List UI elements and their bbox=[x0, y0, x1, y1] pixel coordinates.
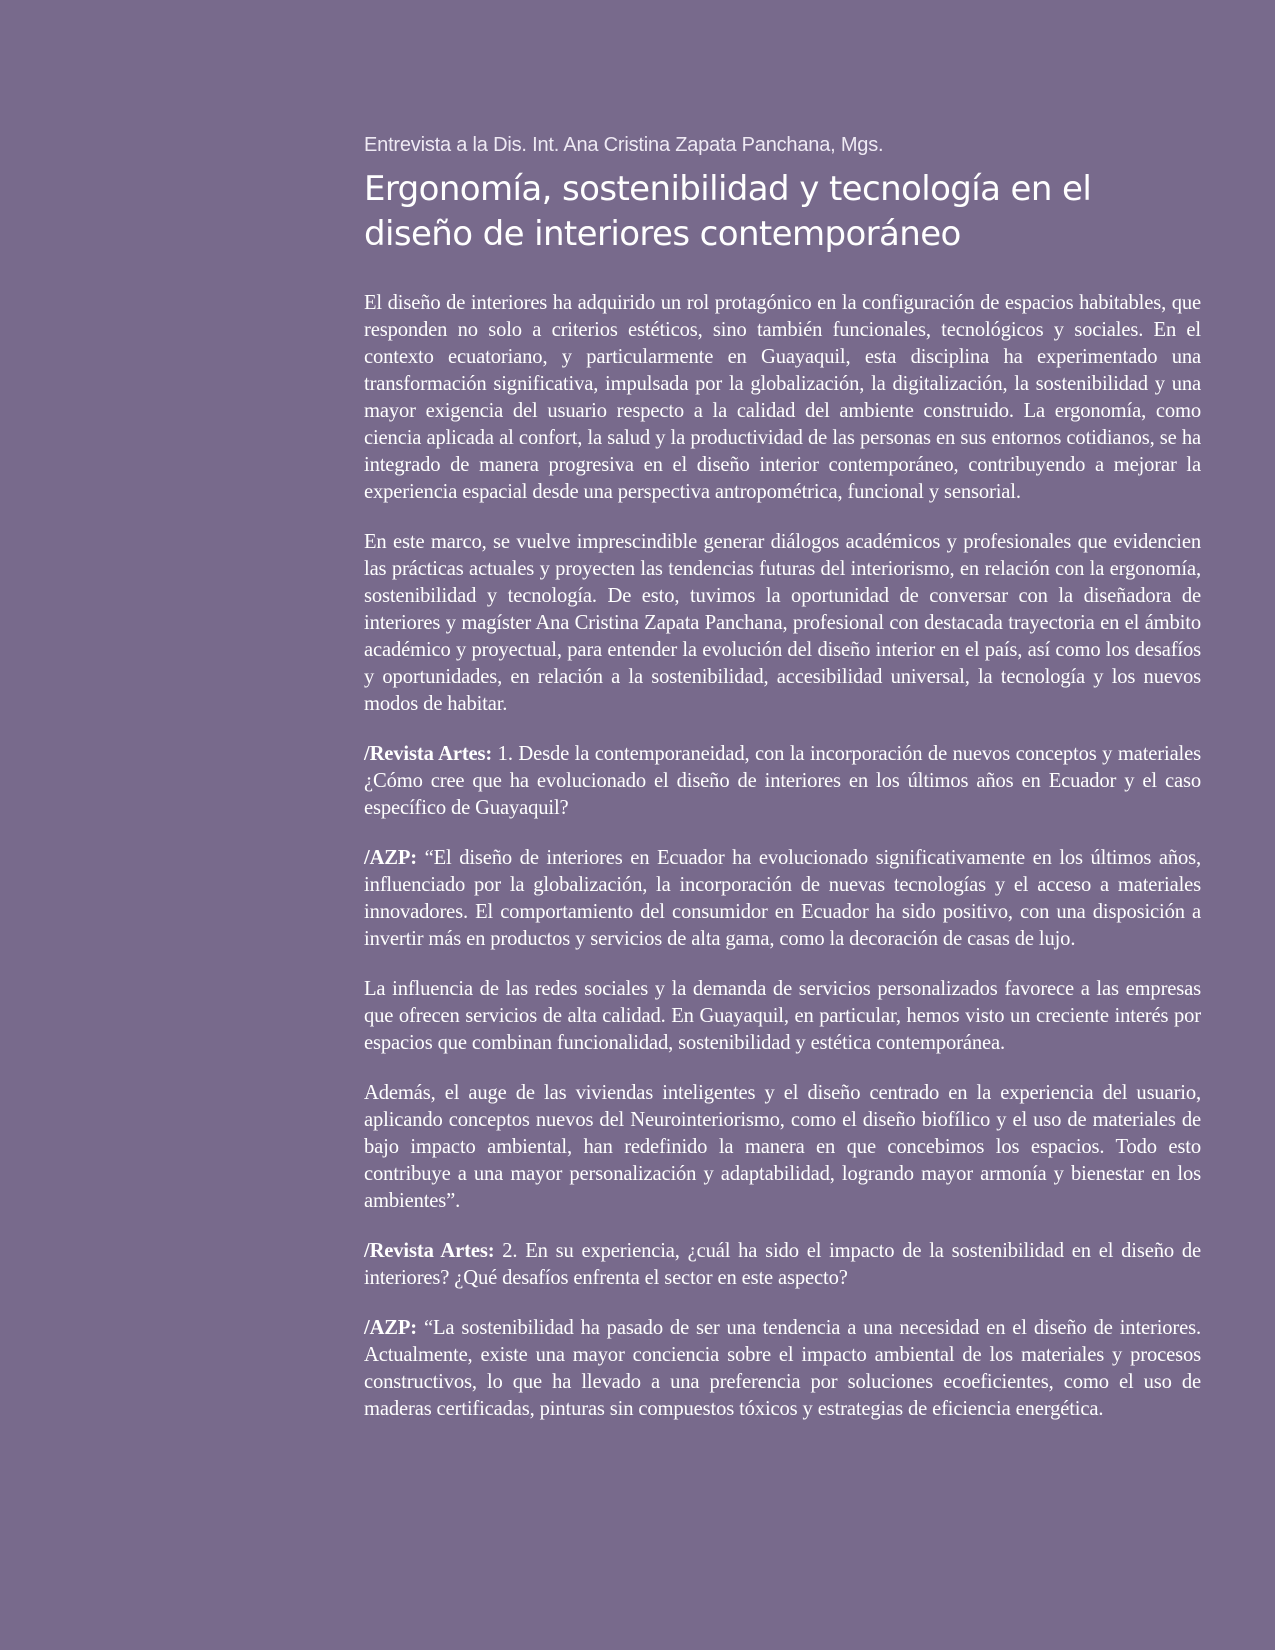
speaker-label: /AZP: bbox=[364, 1317, 418, 1339]
interview-kicker: Entrevista a la Dis. Int. Ana Cristina Zapata Panchana, Mgs. bbox=[364, 134, 884, 156]
article bbox=[364, 128, 1201, 1446]
intro-paragraph-1: El diseño de interiores ha adquirido un rol protagónico en la configuración de espacios habitables, que responden no solo a criterios estéticos, sino también funcionales, tecnológicos y sociales. En el contexto ecuatoriano, y particularmente en Guayaquil, esta disciplina ha experimentado una transformación significativa, impulsada por la globalización, la digitalización, la sostenibilidad y una mayor exigencia del usuario respecto a la calidad del ambiente construido. La ergonomía, como ciencia aplicada al confort, la salud y la productividad de las personas en sus entornos cotidianos, se ha integrado de manera progresiva en el diseño interior contemporáneo, contribuyendo a mejorar la experiencia espacial desde una perspectiva antropométrica, funcional y sensorial. bbox=[364, 292, 1201, 503]
speaker-label: /Revista Artes: bbox=[364, 1240, 495, 1262]
question-2 bbox=[364, 1238, 1201, 1292]
question-text: 2. En su experiencia, ¿cuál ha sido el impacto de la sostenibilidad en el diseño de interiores? ¿Qué desafíos enfrenta el sector en este aspecto? bbox=[364, 1240, 1201, 1289]
answer-2 bbox=[364, 1315, 1201, 1423]
question-text: 1. Desde la contemporaneidad, con la incorporación de nuevos conceptos y materiales ¿Cómo cree que ha evolucionado el diseño de interiores en los últimos años en Ecuador y el caso específico de Guayaquil? bbox=[364, 743, 1201, 819]
answer-text: “La sostenibilidad ha pasado de ser una tendencia a una necesidad en el diseño de interiores. Actualmente, existe una mayor conciencia sobre el impacto ambiental de los materiales y procesos constructivos, lo que ha llevado a una preferencia por soluciones ecoeficientes, como el uso de maderas certificadas, pinturas sin compuestos tóxicos y estrategias de eficiencia energética. bbox=[364, 1317, 1201, 1420]
article-title: Ergonomía, sostenibilidad y tecnología en el diseño de interiores contemporáneo bbox=[364, 169, 1092, 254]
answer-1-paragraph-3: Además, el auge de las viviendas inteligentes y el diseño centrado en la experiencia del usuario, aplicando conceptos nuevos del Neurointeriorismo, como el diseño biofílico y el uso de materiales de bajo impacto ambiental, han redefinido la manera en que concebimos los espacios. Todo esto contribuye a una mayor personalización y adaptabilidad, logrando mayor armonía y bienestar en los ambientes”. bbox=[364, 1082, 1201, 1212]
question-1 bbox=[364, 741, 1201, 822]
answer-1 bbox=[364, 845, 1201, 953]
speaker-label: /AZP: bbox=[364, 847, 418, 869]
answer-text: “El diseño de interiores en Ecuador ha evolucionado significativamente en los últimos años, influenciado por la globalización, la incorporación de nuevas tecnologías y el acceso a materiales innovadores. El comportamiento del consumidor en Ecuador ha sido positivo, con una disposición a invertir más en productos y servicios de alta gama, como la decoración de casas de lujo. bbox=[364, 847, 1201, 950]
answer-1-paragraph-2: La influencia de las redes sociales y la demanda de servicios personalizados favorece a las empresas que ofrecen servicios de alta calidad. En Guayaquil, en particular, hemos visto un creciente interés por espacios que combinan funcionalidad, sostenibilidad y estética contemporánea. bbox=[364, 978, 1201, 1054]
speaker-label: /Revista Artes: bbox=[364, 743, 493, 765]
intro-paragraph-2: En este marco, se vuelve imprescindible generar diálogos académicos y profesionales que evidencien las prácticas actuales y proyecten las tendencias futuras del interiorismo, en relación con la ergonomía, sostenibilidad y tecnología. De esto, tuvimos la oportunidad de conversar con la diseñadora de interiores y magíster Ana Cristina Zapata Panchana, profesional con destacada trayectoria en el ámbito académico y proyectual, para entender la evolución del diseño interior en el país, así como los desafíos y oportunidades, en relación a la sostenibilidad, accesibilidad universal, la tecnología y los nuevos modos de habitar. bbox=[364, 531, 1201, 715]
